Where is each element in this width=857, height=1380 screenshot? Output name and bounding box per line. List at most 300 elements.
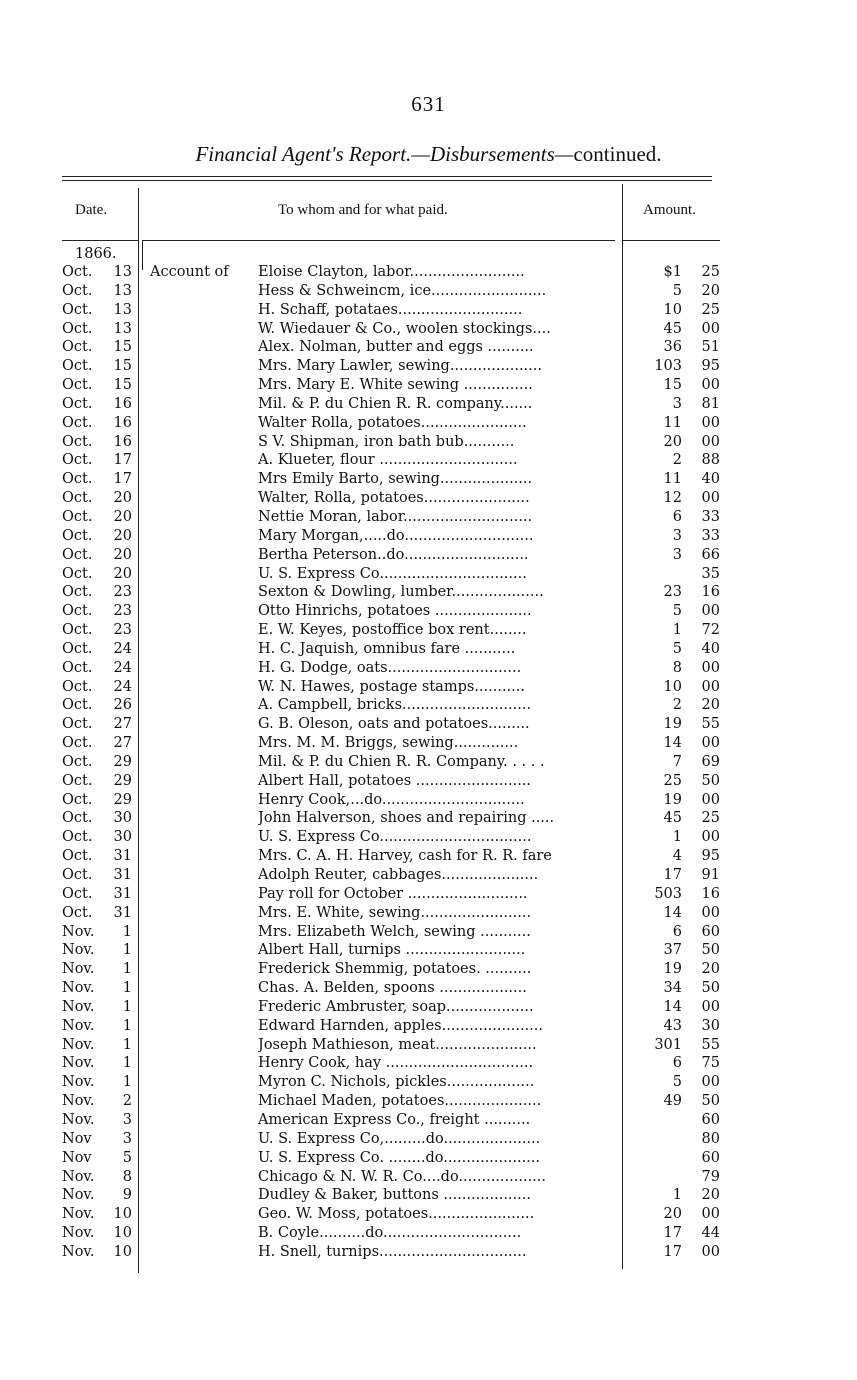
row-day: 27: [113, 716, 132, 733]
table-row: [0, 602, 857, 621]
row-month: Oct.: [62, 810, 93, 827]
row-day: 1: [122, 1017, 132, 1034]
row-cents: 60: [701, 1149, 720, 1166]
row-description: Mrs Emily Barto, sewing....................: [258, 471, 533, 488]
header-rule-amount: [622, 240, 720, 241]
table-row: [0, 320, 857, 339]
row-cents: 00: [701, 1074, 720, 1091]
table-row: [0, 357, 857, 376]
row-day: 16: [113, 414, 132, 431]
row-month: Oct.: [62, 622, 93, 639]
row-cents: 60: [701, 1111, 720, 1128]
table-row: [0, 1224, 857, 1243]
table-row: [0, 1054, 857, 1073]
row-dollars: 3: [672, 395, 682, 412]
row-description: Walter, Rolla, potatoes.......................: [258, 490, 530, 507]
table-row: [0, 508, 857, 527]
row-cents: 30: [701, 1017, 720, 1034]
row-dollars: 3: [672, 527, 682, 544]
row-month: Oct.: [62, 264, 93, 280]
row-day: 15: [113, 339, 132, 356]
row-cents: 20: [701, 697, 720, 714]
row-month: Oct.: [62, 301, 93, 318]
row-day: 13: [113, 301, 132, 318]
page-title: [0, 142, 857, 167]
row-description: Mil. & P. du Chien R. R. Company. . . . .: [258, 753, 545, 770]
row-description: Pay roll for October ..........................: [258, 885, 528, 902]
row-month: Nov.: [62, 942, 95, 959]
row-month: Oct.: [62, 640, 93, 657]
row-month: Oct.: [62, 433, 93, 450]
row-description: Mrs. C. A. H. Harvey, cash for R. R. fare: [258, 848, 552, 865]
row-day: 13: [113, 282, 132, 299]
row-day: 30: [113, 829, 132, 846]
row-cents: 95: [701, 848, 720, 865]
row-description: A. Campbell, bricks............................: [258, 697, 532, 714]
row-dollars: 6: [672, 923, 682, 940]
row-cents: 00: [701, 320, 720, 337]
row-cents: 00: [701, 829, 720, 846]
table-row: [0, 847, 857, 866]
row-month: Oct.: [62, 358, 93, 375]
table-row: [0, 998, 857, 1017]
table-row: [0, 565, 857, 584]
row-dollars: 43: [663, 1017, 682, 1034]
row-month: Oct.: [62, 603, 93, 620]
table-row: [0, 282, 857, 301]
row-dollars: 19: [663, 716, 682, 733]
row-month: Oct.: [62, 659, 93, 676]
table-row: [0, 753, 857, 772]
row-day: 27: [113, 735, 132, 752]
row-month: Nov.: [62, 1168, 95, 1185]
row-cents: 69: [701, 753, 720, 770]
row-cents: 51: [701, 339, 720, 356]
row-dollars: 1: [672, 1187, 682, 1204]
row-description: A. Klueter, flour ..............................: [258, 452, 518, 469]
row-dollars: 14: [663, 735, 682, 752]
row-dollars: 301: [654, 1036, 682, 1053]
row-day: 1: [122, 942, 132, 959]
row-day: 24: [113, 678, 132, 695]
row-description: Mrs. Mary Lawler, sewing....................: [258, 358, 542, 375]
row-dollars: 103: [654, 358, 682, 375]
row-month: Nov.: [62, 998, 95, 1015]
table-row: [0, 470, 857, 489]
row-month: Oct.: [62, 320, 93, 337]
row-dollars: 36: [663, 339, 682, 356]
row-description: S V. Shipman, iron bath bub...........: [258, 433, 515, 450]
header-rule-paid: [142, 240, 615, 241]
row-description: Chicago & N. W. R. Co....do...................: [258, 1168, 547, 1185]
year-label: 1866.: [75, 246, 117, 262]
row-description: Nettie Moran, labor............................: [258, 508, 533, 525]
row-day: 29: [113, 791, 132, 808]
row-month: Nov: [62, 1149, 92, 1166]
row-cents: 16: [701, 885, 720, 902]
row-description: Walter Rolla, potatoes.......................: [258, 414, 527, 431]
header-date: Date.: [75, 202, 108, 218]
row-month: Nov.: [62, 1074, 95, 1091]
row-description: Geo. W. Moss, potatoes.......................: [258, 1206, 535, 1223]
row-day: 16: [113, 433, 132, 450]
table-row: [0, 904, 857, 923]
row-cents: 25: [701, 264, 720, 280]
row-dollars: 37: [663, 942, 682, 959]
row-month: Oct.: [62, 885, 93, 902]
row-cents: 40: [701, 640, 720, 657]
row-month: Oct.: [62, 471, 93, 488]
row-dollars: 17: [663, 867, 682, 883]
table-row: [0, 1073, 857, 1092]
top-rule-1: [62, 176, 712, 177]
row-cents: 00: [701, 904, 720, 921]
table-row: [0, 338, 857, 357]
table-row: [0, 1036, 857, 1055]
row-description: Albert Hall, turnips ..........................: [258, 942, 526, 959]
row-day: 23: [113, 584, 132, 601]
row-description: Otto Hinrichs, potatoes .....................: [258, 603, 532, 620]
row-day: 3: [122, 1111, 132, 1128]
row-month: Oct.: [62, 490, 93, 507]
row-month: Oct.: [62, 772, 93, 789]
row-day: 20: [113, 527, 132, 544]
row-dollars: 503: [654, 885, 682, 902]
row-description: U. S. Express Co................................: [258, 565, 527, 582]
row-day: 3: [122, 1130, 132, 1147]
table-row: [0, 696, 857, 715]
row-day: 1: [122, 961, 132, 978]
row-month: Nov.: [62, 1225, 95, 1242]
table-row: [0, 809, 857, 828]
row-month: Oct.: [62, 848, 93, 865]
row-description: H. Schaff, potataes...........................: [258, 301, 523, 318]
row-cents: 33: [701, 527, 720, 544]
table-row: [0, 301, 857, 320]
table-row: [0, 866, 857, 885]
row-cents: 91: [701, 867, 720, 883]
row-cents: 50: [701, 1093, 720, 1110]
row-day: 10: [113, 1225, 132, 1242]
row-dollars: 17: [663, 1243, 682, 1260]
row-dollars: 10: [663, 301, 682, 318]
row-description: Frederic Ambruster, soap...................: [258, 998, 534, 1015]
disbursement-rows: [0, 263, 857, 1262]
row-day: 29: [113, 753, 132, 770]
row-day: 24: [113, 640, 132, 657]
row-day: 10: [113, 1206, 132, 1223]
row-month: Oct.: [62, 678, 93, 695]
table-row: [0, 414, 857, 433]
row-day: 1: [122, 923, 132, 940]
row-description: Mrs. M. M. Briggs, sewing..............: [258, 735, 519, 752]
row-cents: 60: [701, 923, 720, 940]
row-dollars: 4: [672, 848, 682, 865]
row-month: Oct.: [62, 829, 93, 846]
row-cents: 40: [701, 471, 720, 488]
row-cents: 88: [701, 452, 720, 469]
row-month: Nov.: [62, 1206, 95, 1223]
row-day: 5: [122, 1149, 132, 1166]
row-cents: 00: [701, 414, 720, 431]
table-row: [0, 941, 857, 960]
row-day: 1: [122, 1036, 132, 1053]
row-description: Michael Maden, potatoes.....................: [258, 1093, 542, 1110]
row-cents: 25: [701, 301, 720, 318]
row-day: 9: [122, 1187, 132, 1204]
row-month: Oct.: [62, 395, 93, 412]
row-description: Mrs. Elizabeth Welch, sewing ...........: [258, 923, 531, 940]
row-dollars: 25: [663, 772, 682, 789]
row-description: H. C. Jaquish, omnibus fare ...........: [258, 640, 516, 657]
row-day: 1: [122, 1074, 132, 1091]
table-row: [0, 715, 857, 734]
table-row: [0, 583, 857, 602]
row-cents: 00: [701, 735, 720, 752]
table-row: [0, 1017, 857, 1036]
row-day: 2: [122, 1093, 132, 1110]
row-cents: 00: [701, 377, 720, 394]
row-month: Nov.: [62, 961, 95, 978]
row-month: Oct.: [62, 904, 93, 921]
row-description: Chas. A. Belden, spoons ...................: [258, 980, 527, 997]
table-row: [0, 433, 857, 452]
row-cents: 55: [701, 1036, 720, 1053]
row-dollars: 45: [663, 320, 682, 337]
row-description: H. Snell, turnips................................: [258, 1243, 527, 1260]
row-day: 23: [113, 622, 132, 639]
row-day: 17: [113, 452, 132, 469]
table-row: [0, 1111, 857, 1130]
row-dollars: 34: [663, 980, 682, 997]
row-dollars: 5: [672, 603, 682, 620]
row-dollars: 7: [672, 753, 682, 770]
row-cents: 00: [701, 603, 720, 620]
row-day: 1: [122, 998, 132, 1015]
table-row: [0, 621, 857, 640]
row-day: 10: [113, 1243, 132, 1260]
row-cents: 50: [701, 772, 720, 789]
row-dollars: 8: [672, 659, 682, 676]
row-month: Nov.: [62, 1036, 95, 1053]
row-dollars: 5: [672, 1074, 682, 1091]
row-description: Mrs. Mary E. White sewing ...............: [258, 377, 533, 394]
table-row: [0, 489, 857, 508]
row-cents: 75: [701, 1055, 720, 1072]
row-description: John Halverson, shoes and repairing .....: [258, 810, 555, 827]
table-row: [0, 885, 857, 904]
row-day: 31: [113, 904, 132, 921]
row-month: Oct.: [62, 282, 93, 299]
row-month: Nov.: [62, 923, 95, 940]
row-cents: 00: [701, 433, 720, 450]
row-dollars: 20: [663, 1206, 682, 1223]
row-month: Oct.: [62, 565, 93, 582]
row-cents: 79: [701, 1168, 720, 1185]
row-day: 8: [122, 1168, 132, 1185]
row-cents: 00: [701, 998, 720, 1015]
table-row: [0, 546, 857, 565]
row-description: Henry Cook, hay ................................: [258, 1055, 534, 1072]
table-row: [0, 923, 857, 942]
row-month: Oct.: [62, 791, 93, 808]
row-description: Frederick Shemmig, potatoes. ..........: [258, 961, 532, 978]
row-description: B. Coyle..........do..............................: [258, 1225, 522, 1242]
row-day: 31: [113, 885, 132, 902]
row-month: Nov.: [62, 980, 95, 997]
row-description: Albert Hall, potatoes .........................: [258, 772, 532, 789]
row-dollars: 10: [663, 678, 682, 695]
row-cents: 00: [701, 1206, 720, 1223]
row-day: 20: [113, 490, 132, 507]
row-dollars: 14: [663, 998, 682, 1015]
row-dollars: 5: [672, 282, 682, 299]
row-dollars: $1: [663, 264, 682, 280]
table-row: [0, 1149, 857, 1168]
row-description: E. W. Keyes, postoffice box rent........: [258, 622, 527, 639]
table-row: [0, 1205, 857, 1224]
row-dollars: 14: [663, 904, 682, 921]
row-day: 31: [113, 848, 132, 865]
row-description: U. S. Express Co. ........do.....................: [258, 1149, 540, 1166]
row-month: Nov.: [62, 1017, 95, 1034]
header-rule-date: [62, 240, 138, 241]
table-row: [0, 640, 857, 659]
table-row: [0, 734, 857, 753]
row-dollars: 2: [672, 452, 682, 469]
row-dollars: 6: [672, 508, 682, 525]
page-number: 631: [411, 92, 446, 116]
row-description: Adolph Reuter, cabbages.....................: [258, 867, 539, 883]
row-cents: 80: [701, 1130, 720, 1147]
row-month: Oct.: [62, 697, 93, 714]
row-cents: 16: [701, 584, 720, 601]
row-description: Sexton & Dowling, lumber....................: [258, 584, 544, 601]
row-day: 17: [113, 471, 132, 488]
row-cents: 00: [701, 678, 720, 695]
row-month: Nov.: [62, 1187, 95, 1204]
title-continued: continued.: [573, 142, 662, 166]
table-row: [0, 979, 857, 998]
row-dollars: 11: [663, 414, 682, 431]
row-cents: 95: [701, 358, 720, 375]
row-day: 15: [113, 377, 132, 394]
account-of-label: Account of: [150, 264, 229, 280]
row-day: 31: [113, 867, 132, 883]
table-row: [0, 678, 857, 697]
row-month: Oct.: [62, 735, 93, 752]
table-row: [0, 659, 857, 678]
row-dollars: 3: [672, 546, 682, 563]
row-description: Mrs. E. White, sewing........................: [258, 904, 532, 921]
row-dollars: 23: [663, 584, 682, 601]
table-row: [0, 1092, 857, 1111]
row-day: 1: [122, 980, 132, 997]
row-month: Oct.: [62, 527, 93, 544]
row-month: Oct.: [62, 716, 93, 733]
row-dollars: 12: [663, 490, 682, 507]
table-row: [0, 828, 857, 847]
table-row: [0, 960, 857, 979]
top-rule-2: [62, 180, 712, 181]
row-cents: 44: [701, 1225, 720, 1242]
row-description: W. Wiedauer & Co., woolen stockings....: [258, 320, 551, 337]
row-day: 20: [113, 508, 132, 525]
row-day: 13: [113, 264, 132, 280]
row-dollars: 6: [672, 1055, 682, 1072]
row-day: 13: [113, 320, 132, 337]
row-cents: 00: [701, 791, 720, 808]
row-description: Myron C. Nichols, pickles...................: [258, 1074, 535, 1091]
row-month: Nov.: [62, 1243, 95, 1260]
row-day: 15: [113, 358, 132, 375]
row-dollars: 15: [663, 377, 682, 394]
row-cents: 00: [701, 490, 720, 507]
row-month: Oct.: [62, 414, 93, 431]
row-month: Oct.: [62, 377, 93, 394]
row-dollars: 45: [663, 810, 682, 827]
row-cents: 35: [701, 565, 720, 582]
row-description: Mary Morgan,.....do............................: [258, 527, 534, 544]
row-day: 20: [113, 546, 132, 563]
row-month: Oct.: [62, 753, 93, 770]
table-row: [0, 1168, 857, 1187]
row-day: 30: [113, 810, 132, 827]
table-row: [0, 376, 857, 395]
row-description: W. N. Hawes, postage stamps...........: [258, 678, 525, 695]
row-cents: 81: [701, 395, 720, 412]
row-month: Oct.: [62, 546, 93, 563]
row-dollars: 19: [663, 961, 682, 978]
row-dollars: 17: [663, 1225, 682, 1242]
table-row: [0, 395, 857, 414]
row-description: American Express Co., freight ..........: [258, 1111, 531, 1128]
row-month: Nov: [62, 1130, 92, 1147]
row-description: Bertha Peterson..do...........................: [258, 546, 529, 563]
row-dollars: 1: [672, 622, 682, 639]
table-row: [0, 527, 857, 546]
row-cents: 50: [701, 942, 720, 959]
row-description: G. B. Oleson, oats and potatoes.........: [258, 716, 530, 733]
row-day: 20: [113, 565, 132, 582]
row-cents: 55: [701, 716, 720, 733]
row-dollars: 2: [672, 697, 682, 714]
header-paid: To whom and for what paid.: [278, 202, 448, 218]
row-description: Joseph Mathieson, meat......................: [258, 1036, 537, 1053]
table-row: [0, 1243, 857, 1262]
row-day: 1: [122, 1055, 132, 1072]
row-day: 29: [113, 772, 132, 789]
row-month: Oct.: [62, 452, 93, 469]
table-row: [0, 772, 857, 791]
table-row: [0, 791, 857, 810]
row-description: Mil. & P. du Chien R. R. company.......: [258, 395, 533, 412]
row-cents: 50: [701, 980, 720, 997]
row-description: Eloise Clayton, labor.........................: [258, 264, 525, 280]
row-day: 24: [113, 659, 132, 676]
row-cents: 25: [701, 810, 720, 827]
table-row: [0, 1186, 857, 1205]
row-description: Alex. Nolman, butter and eggs ..........: [258, 339, 534, 356]
row-cents: 00: [701, 1243, 720, 1260]
row-dollars: 19: [663, 791, 682, 808]
row-month: Nov.: [62, 1093, 95, 1110]
title-main: Financial Agent's Report.—Disbursements—: [195, 142, 574, 166]
row-cents: 00: [701, 659, 720, 676]
row-description: Edward Harnden, apples......................: [258, 1017, 543, 1034]
row-cents: 20: [701, 282, 720, 299]
row-dollars: 5: [672, 640, 682, 657]
